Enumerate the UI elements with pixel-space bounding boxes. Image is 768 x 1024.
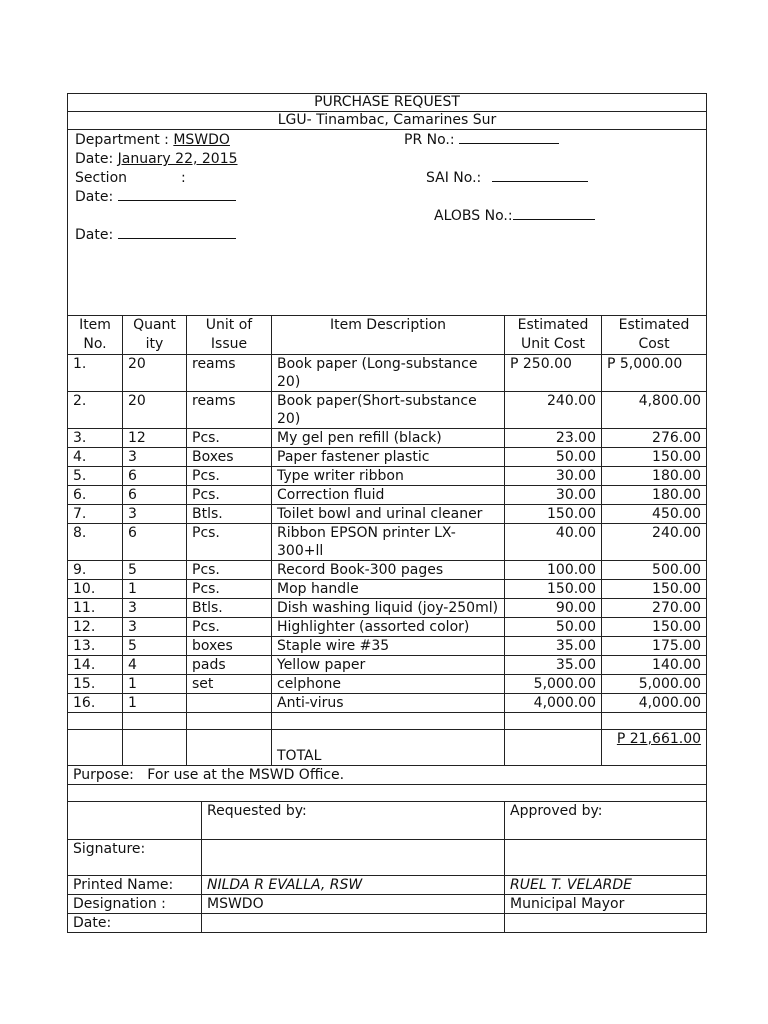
table-row	[68, 392, 707, 429]
alobs-no-blank[interactable]	[513, 207, 595, 220]
item-desc: Paper fastener plastic	[272, 448, 505, 467]
alobs-no-label: ALOBS No.:	[434, 208, 513, 224]
item-desc: Dish washing liquid (joy-250ml)	[272, 599, 505, 618]
department-field	[75, 131, 230, 150]
item-desc: My gel pen refill (black)	[272, 429, 505, 448]
spacer-row	[68, 785, 707, 802]
table-row	[68, 694, 707, 713]
total-row	[68, 730, 707, 766]
sai-no-blank[interactable]	[492, 169, 588, 182]
table-row	[68, 561, 707, 580]
section-label: Section	[75, 170, 128, 186]
table-row	[68, 467, 707, 486]
item-no: 14.	[68, 656, 123, 675]
item-unit: reams	[187, 355, 272, 392]
table-row	[68, 355, 707, 392]
item-unit: Boxes	[187, 448, 272, 467]
item-no: 1.	[68, 355, 123, 392]
item-unit: pads	[187, 656, 272, 675]
item-unit-cost: 150.00	[505, 505, 602, 524]
item-unit: Btls.	[187, 505, 272, 524]
table-row	[68, 580, 707, 599]
item-desc: Book paper (Long-substance 20)	[272, 355, 505, 392]
item-no: 3.	[68, 429, 123, 448]
column-header-row	[68, 316, 707, 355]
item-desc: Ribbon EPSON printer LX-300+ll	[272, 524, 505, 561]
requested-name: NILDA R EVALLA, RSW	[202, 876, 505, 895]
item-qty: 1	[123, 675, 187, 694]
pr-no-field	[404, 131, 559, 150]
sai-no-field	[426, 169, 588, 188]
requested-by-label: Requested by:	[202, 802, 505, 840]
sign-date-row	[68, 914, 707, 933]
approved-name: RUEL T. VELARDE	[505, 876, 707, 895]
designation-label: Designation :	[68, 895, 202, 914]
item-desc: Mop handle	[272, 580, 505, 599]
table-row	[68, 448, 707, 467]
item-unit-cost: P 250.00	[505, 355, 602, 392]
item-unit-cost: 240.00	[505, 392, 602, 429]
item-cost: 175.00	[602, 637, 707, 656]
department-value[interactable]: MSWDO	[173, 132, 230, 148]
item-qty: 3	[123, 505, 187, 524]
item-unit: Pcs.	[187, 429, 272, 448]
item-unit: Pcs.	[187, 561, 272, 580]
item-unit: Pcs.	[187, 467, 272, 486]
item-desc: Yellow paper	[272, 656, 505, 675]
date2-blank[interactable]	[118, 188, 236, 201]
table-row	[68, 656, 707, 675]
date-label: Date:	[75, 151, 114, 167]
table-row	[68, 524, 707, 561]
item-qty: 6	[123, 467, 187, 486]
col-quantity: Quant ity	[123, 316, 187, 355]
pr-no-label: PR No.:	[404, 132, 455, 148]
item-qty: 1	[123, 580, 187, 599]
item-cost: 450.00	[602, 505, 707, 524]
item-cost: 276.00	[602, 429, 707, 448]
requested-date-field[interactable]	[202, 914, 505, 933]
item-desc: celphone	[272, 675, 505, 694]
item-no: 6.	[68, 486, 123, 505]
col-estimated-unit-cost: Estimated Unit Cost	[505, 316, 602, 355]
item-desc: Anti-virus	[272, 694, 505, 713]
section-colon: :	[181, 170, 186, 186]
item-unit: Pcs.	[187, 486, 272, 505]
item-no: 12.	[68, 618, 123, 637]
date-value[interactable]: January 22, 2015	[117, 151, 238, 167]
form-subtitle: LGU- Tinambac, Camarines Sur	[68, 112, 707, 130]
table-row	[68, 675, 707, 694]
item-qty: 6	[123, 524, 187, 561]
item-unit-cost: 35.00	[505, 637, 602, 656]
item-unit-cost: 90.00	[505, 599, 602, 618]
table-row	[68, 637, 707, 656]
item-unit	[187, 694, 272, 713]
item-unit: set	[187, 675, 272, 694]
table-row	[68, 618, 707, 637]
item-desc: Highlighter (assorted color)	[272, 618, 505, 637]
item-cost: 500.00	[602, 561, 707, 580]
signatories-header-row	[68, 802, 707, 840]
item-qty: 20	[123, 355, 187, 392]
item-no: 15.	[68, 675, 123, 694]
item-desc: Record Book-300 pages	[272, 561, 505, 580]
item-cost: 150.00	[602, 618, 707, 637]
item-unit: Pcs.	[187, 580, 272, 599]
item-no: 10.	[68, 580, 123, 599]
total-value: P 21,661.00	[602, 730, 707, 766]
date3-label: Date:	[75, 227, 114, 243]
item-unit: reams	[187, 392, 272, 429]
item-no: 11.	[68, 599, 123, 618]
item-desc: Type writer ribbon	[272, 467, 505, 486]
item-cost: 150.00	[602, 448, 707, 467]
item-unit-cost: 4,000.00	[505, 694, 602, 713]
item-desc: Correction fluid	[272, 486, 505, 505]
item-cost: 180.00	[602, 486, 707, 505]
item-unit-cost: 150.00	[505, 580, 602, 599]
approved-date-field[interactable]	[505, 914, 707, 933]
date-field	[75, 150, 238, 169]
item-unit-cost: 100.00	[505, 561, 602, 580]
approved-signature-field[interactable]	[505, 840, 707, 876]
purpose-value: For use at the MSWD Office.	[147, 767, 345, 783]
col-estimated-cost: Estimated Cost	[602, 316, 707, 355]
alobs-no-field	[434, 207, 595, 226]
item-qty: 4	[123, 656, 187, 675]
item-unit-cost: 40.00	[505, 524, 602, 561]
item-cost: 270.00	[602, 599, 707, 618]
total-label: TOTAL	[272, 730, 505, 766]
sai-no-label: SAI No.:	[426, 170, 482, 186]
item-desc: Toilet bowl and urinal cleaner	[272, 505, 505, 524]
item-unit-cost: 23.00	[505, 429, 602, 448]
item-no: 13.	[68, 637, 123, 656]
item-no: 2.	[68, 392, 123, 429]
item-desc: Book paper(Short-substance 20)	[272, 392, 505, 429]
col-item-no: Item No.	[68, 316, 123, 355]
empty-row	[68, 713, 707, 730]
item-unit-cost: 50.00	[505, 448, 602, 467]
signature-label: Signature:	[68, 840, 202, 876]
pr-no-blank[interactable]	[459, 131, 559, 144]
department-label: Department :	[75, 132, 169, 148]
requested-designation: MSWDO	[202, 895, 505, 914]
purpose-row	[68, 766, 707, 785]
item-cost: 180.00	[602, 467, 707, 486]
item-qty: 1	[123, 694, 187, 713]
item-no: 9.	[68, 561, 123, 580]
requested-signature-field[interactable]	[202, 840, 505, 876]
col-item-description: Item Description	[272, 316, 505, 355]
item-qty: 5	[123, 637, 187, 656]
designation-row	[68, 895, 707, 914]
item-cost: 5,000.00	[602, 675, 707, 694]
item-unit-cost: 30.00	[505, 486, 602, 505]
item-desc: Staple wire #35	[272, 637, 505, 656]
item-cost: 140.00	[602, 656, 707, 675]
item-unit: Pcs.	[187, 618, 272, 637]
item-no: 4.	[68, 448, 123, 467]
item-unit-cost: 5,000.00	[505, 675, 602, 694]
printed-name-row	[68, 876, 707, 895]
table-row	[68, 505, 707, 524]
item-unit-cost: 50.00	[505, 618, 602, 637]
item-unit: Pcs.	[187, 524, 272, 561]
date2-label: Date:	[75, 189, 114, 205]
item-unit: Btls.	[187, 599, 272, 618]
approved-designation: Municipal Mayor	[505, 895, 707, 914]
item-qty: 12	[123, 429, 187, 448]
item-no: 7.	[68, 505, 123, 524]
item-unit-cost: 35.00	[505, 656, 602, 675]
item-unit: boxes	[187, 637, 272, 656]
item-qty: 5	[123, 561, 187, 580]
purpose-label: Purpose:	[73, 767, 134, 783]
sign-date-label: Date:	[68, 914, 202, 933]
printed-name-label: Printed Name:	[68, 876, 202, 895]
col-unit-of-issue: Unit of Issue	[187, 316, 272, 355]
signature-row	[68, 840, 707, 876]
table-row	[68, 599, 707, 618]
item-no: 16.	[68, 694, 123, 713]
form-title: PURCHASE REQUEST	[68, 94, 707, 112]
form-table	[67, 93, 707, 933]
request-info-block	[68, 130, 707, 316]
item-cost: 4,000.00	[602, 694, 707, 713]
item-no: 5.	[68, 467, 123, 486]
approved-by-label: Approved by:	[505, 802, 707, 840]
date2-field	[75, 188, 236, 207]
item-qty: 3	[123, 448, 187, 467]
date3-field	[75, 226, 236, 245]
date3-blank[interactable]	[118, 226, 236, 239]
item-qty: 6	[123, 486, 187, 505]
purchase-request-form	[67, 93, 706, 933]
table-row	[68, 429, 707, 448]
item-no: 8.	[68, 524, 123, 561]
item-cost: 150.00	[602, 580, 707, 599]
item-qty: 3	[123, 599, 187, 618]
table-row	[68, 486, 707, 505]
item-cost: 4,800.00	[602, 392, 707, 429]
item-qty: 3	[123, 618, 187, 637]
item-cost: P 5,000.00	[602, 355, 707, 392]
item-cost: 240.00	[602, 524, 707, 561]
item-unit-cost: 30.00	[505, 467, 602, 486]
item-qty: 20	[123, 392, 187, 429]
